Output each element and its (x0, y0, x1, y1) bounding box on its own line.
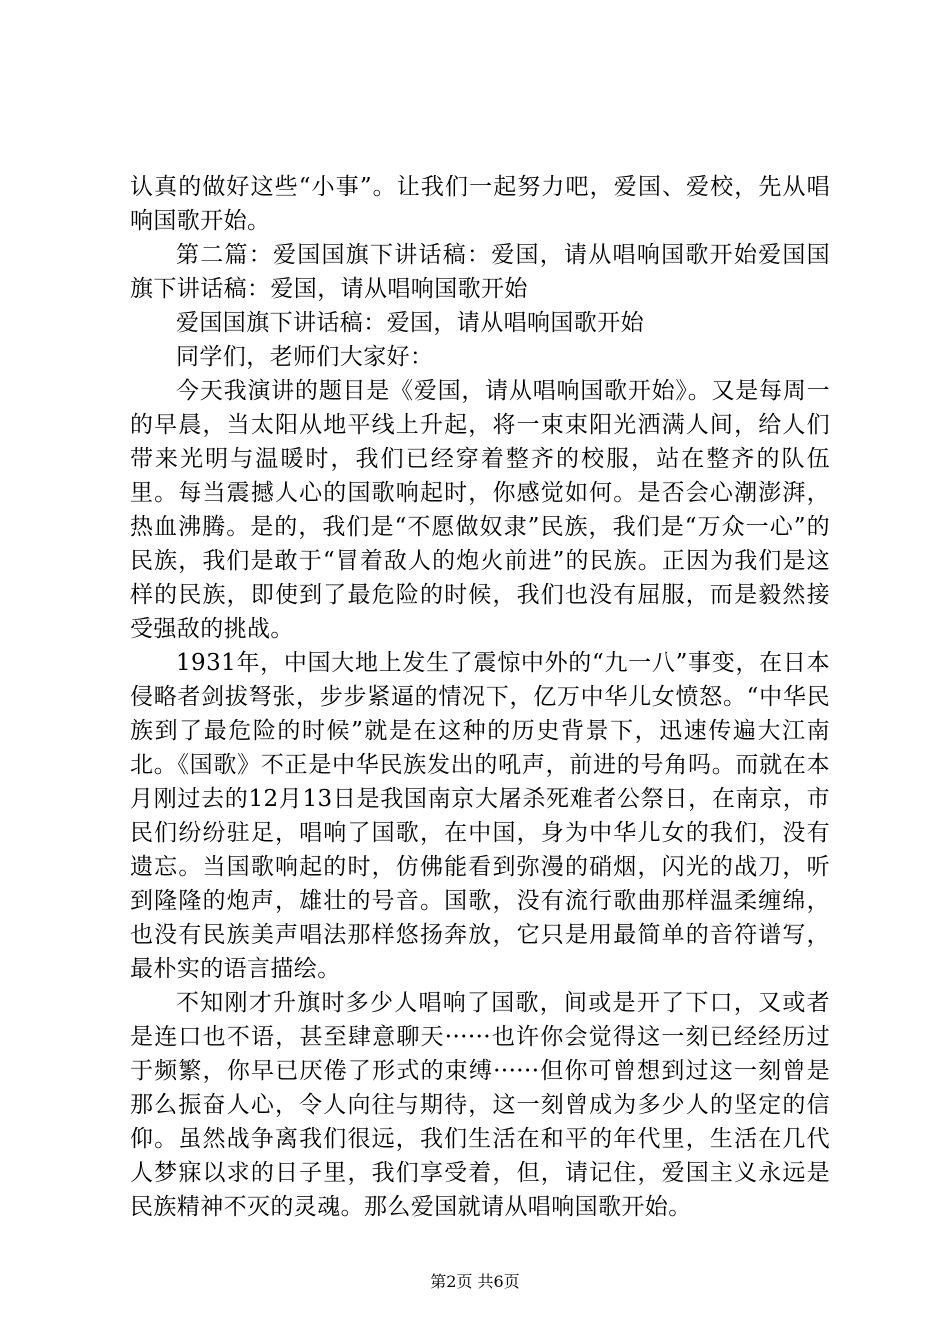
page-number-footer: 第2页 共6页 (430, 1272, 520, 1291)
paragraph-body-1: 今天我演讲的题目是《爱国，请从唱响国歌开始》。又是每周一的早晨，当太阳从地平线上升起，将一束束阳光洒满人间，给人们带来光明与温暖时，我们已经穿着整齐的校服，站在整齐的队伍里。每当震撼人心的国歌响起时，你感觉如何。是否会心潮澎湃，热血沸腾。是的，我们是“不愿做奴隶”民族，我们是“万众一心”的民族，我们是敢于“冒着敌人的炮火前进”的民族。正因为我们是这样的民族，即使到了最危险的时候，我们也没有屈服，而是毅然接受强敌的挑战。 (130, 378, 830, 642)
document-body (130, 170, 830, 1224)
paragraph-continuation: 认真的做好这些“小事”。让我们一起努力吧，爱国、爱校，先从唱响国歌开始。 (130, 174, 830, 234)
paragraph-body-2: 1931年，中国大地上发生了震惊中外的“九一八”事变，在日本侵略者剑拔弩张，步步紧逼的情况下，亿万中华儿女愤怒。“中华民族到了最危险的时候”就是在这种的历史背景下，迅速传遍大江南北。《国歌》不正是中华民族发出的吼声，前进的号角吗。而就在本月刚过去的12月13日是我国南京大屠杀死难者公祭日，在南京，市民们纷纷驻足，唱响了国歌，在中国，身为中华儿女的我们，没有遗忘。当国歌响起的时，仿佛能看到弥漫的硝烟，闪光的战刀，听到隆隆的炮声，雄壮的号音。国歌，没有流行歌曲那样温柔缠绵，也没有民族美声唱法那样悠扬奔放，它只是用最简单的音符谱写，最朴实的语言描绘。 (130, 650, 830, 982)
paragraph-body-3: 不知刚才升旗时多少人唱响了国歌，间或是开了下口，又或者是连口也不语，甚至肆意聊天······也许你会觉得这一刻已经经历过于频繁，你早已厌倦了形式的束缚······但你可曾想到过这一刻曾是那么振奋人心，令人向往与期待，这一刻曾成为多少人的坚定的信仰。虽然战争离我们很远，我们生活在和平的年代里，生活在几代人梦寐以求的日子里，我们享受着，但，请记住，爱国主义永远是民族精神不灭的灵魂。那么爱国就请从唱响国歌开始。 (130, 990, 830, 1220)
paragraph-greeting: 同学们，老师们大家好： (176, 344, 434, 370)
paragraph-section-heading: 第二篇：爱国国旗下讲话稿：爱国，请从唱响国歌开始爱国国旗下讲话稿：爱国，请从唱响国歌开始 (130, 242, 830, 302)
paragraph-speech-title: 爱国国旗下讲话稿：爱国，请从唱响国歌开始 (176, 310, 644, 336)
